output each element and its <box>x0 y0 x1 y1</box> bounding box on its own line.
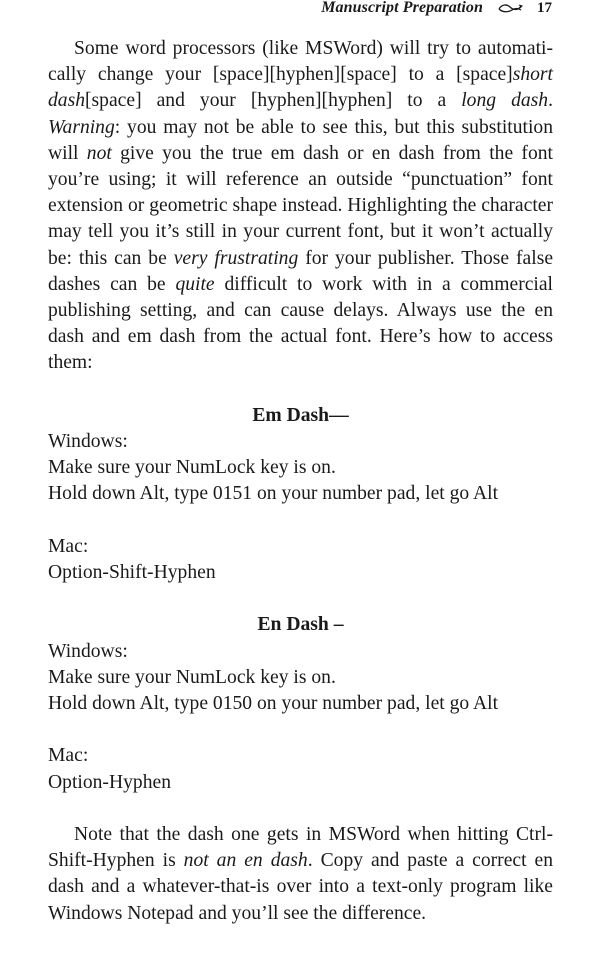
emphasis-warning: Warning <box>48 116 115 138</box>
spacer <box>48 717 553 743</box>
flourish-ornament-icon <box>497 2 523 14</box>
em-dash-section <box>48 403 553 586</box>
windows-step-2: Hold down Alt, type 0151 on your number pad, let go Alt <box>48 483 499 505</box>
windows-step-1: Make sure your NumLock key is on. <box>48 666 336 688</box>
page-body <box>48 36 553 927</box>
emphasis-very-frustrating: very frustrating <box>173 247 299 269</box>
text-segment: give you the true em dash or en dash from the font you’re using; it will reference an outside “punctuation” font extension or geometric shape instead. Highlighting the character may tell you it’s still in your current font, but it won’t actually be: this can be <box>48 142 553 269</box>
running-title: Manuscript Preparation <box>321 0 483 16</box>
running-head <box>321 0 552 19</box>
mac-step: Option-Hyphen <box>48 771 171 793</box>
text-segment: for your publisher. Those false dashes can be <box>48 247 554 295</box>
emphasis-quite: quite <box>175 273 215 295</box>
intro-paragraph <box>48 36 553 377</box>
mac-label: Mac: <box>48 745 89 767</box>
spacer <box>48 377 553 403</box>
text-segment: . Copy and paste a correct en dash and a whatever-that-is over into a text-only program like Windows Notepad and you’ll see the difference. <box>48 850 553 924</box>
closing-paragraph <box>48 822 553 927</box>
mac-step: Option-Shift-Hyphen <box>48 562 216 584</box>
text-segment: [space] and your [hyphen][hyphen] to a <box>85 90 462 112</box>
text-segment: : you may not be able to see this, but this substitution will <box>48 116 553 164</box>
spacer <box>48 508 553 534</box>
mac-label: Mac: <box>48 535 89 557</box>
spacer <box>48 796 553 822</box>
windows-label: Windows: <box>48 431 128 453</box>
page-number: 17 <box>537 0 552 16</box>
text-segment: difficult to work with in a commercial publishing setting, and can cause delays. Always use the en dash and em dash from the actual font. Here’s how to access them: <box>48 273 553 374</box>
windows-label: Windows: <box>48 640 128 662</box>
emphasis-short-dash: short dash <box>48 64 553 112</box>
text-segment: . <box>548 90 553 112</box>
windows-step-2: Hold down Alt, type 0150 on your number pad, let go Alt <box>48 693 499 715</box>
emphasis-long-dash: long dash <box>461 90 549 112</box>
windows-step-1: Make sure your NumLock key is on. <box>48 457 336 479</box>
en-dash-section <box>48 612 553 795</box>
en-dash-heading: En Dash – <box>257 614 344 636</box>
emphasis-not-an-en-dash: not an en dash <box>183 850 308 872</box>
emphasis-not: not <box>86 142 112 164</box>
spacer <box>48 586 553 612</box>
text-segment: Some word processors (like MSWord) will try to automatically change your [space][hyphen][space] to a [space] <box>48 38 553 86</box>
text-segment: Note that the dash one gets in MSWord when hitting Ctrl-Shift-Hyphen is <box>48 824 553 872</box>
em-dash-heading: Em Dash— <box>252 404 349 426</box>
